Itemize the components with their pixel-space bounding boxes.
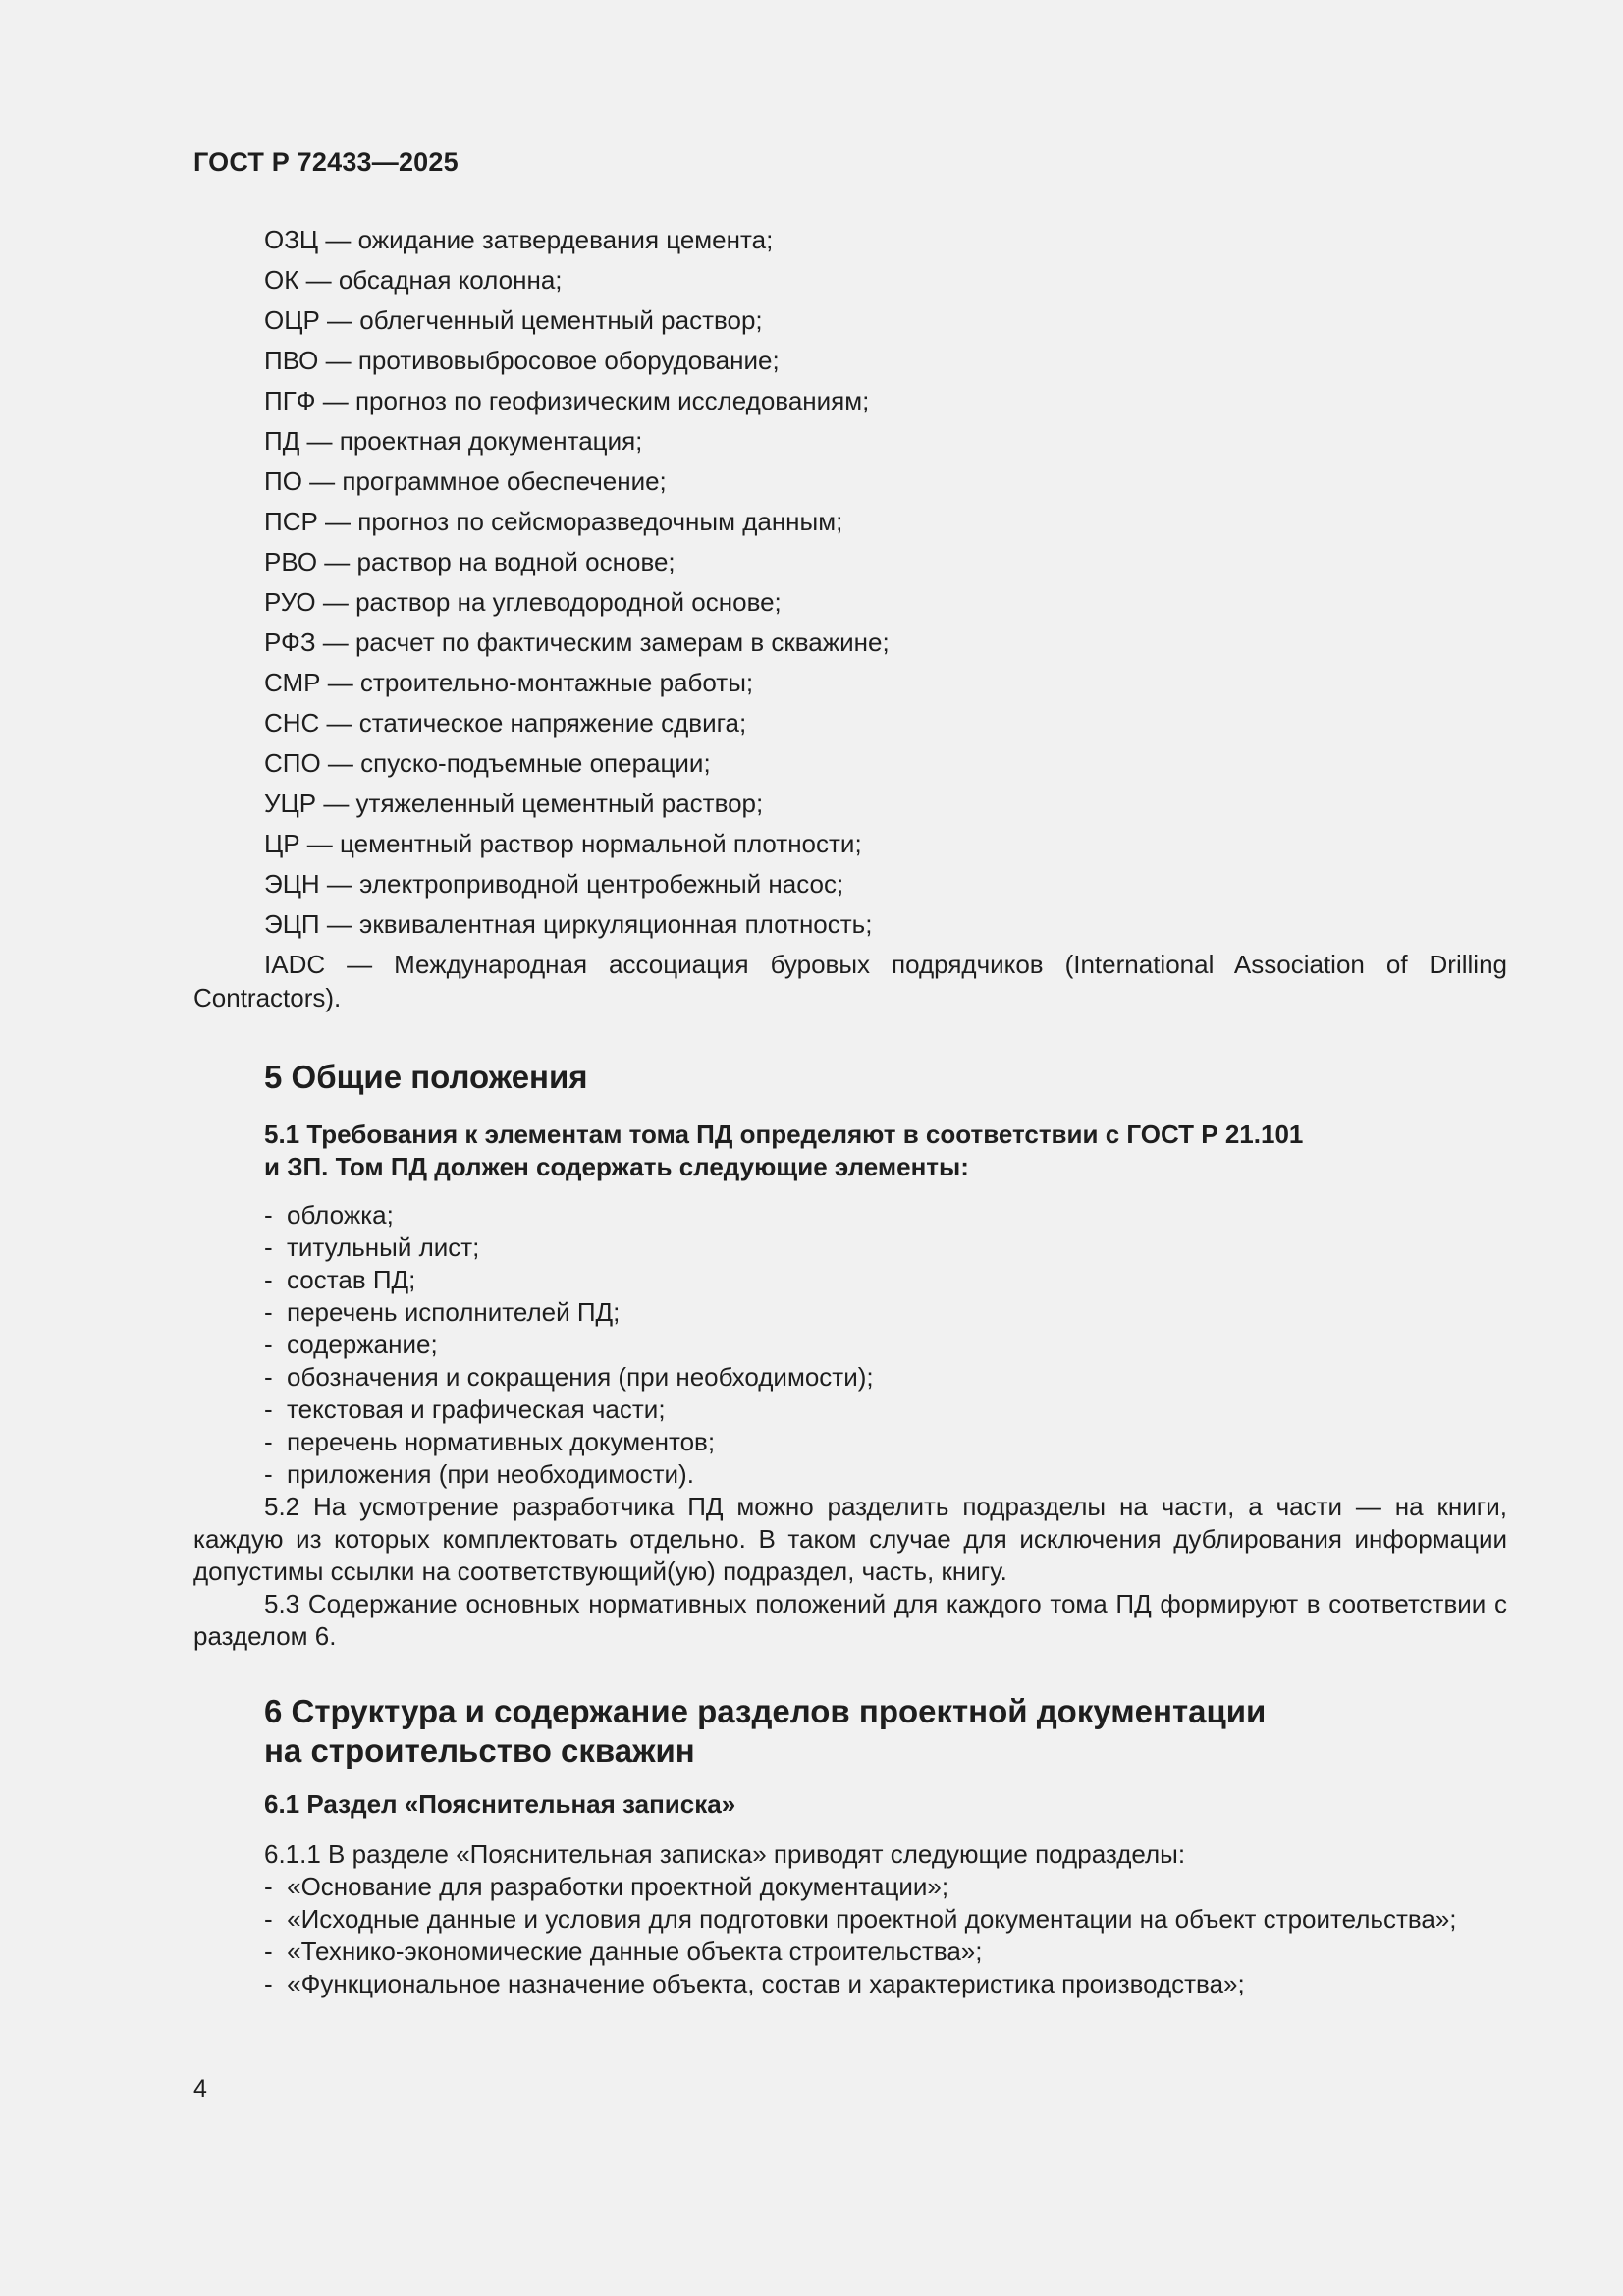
clause-6-1-1: 6.1.1 В разделе «Пояснительная записка» приводят следующие подразделы:: [264, 1839, 1186, 1869]
abbreviation-item: ПВО — противовыбросовое оборудование;: [264, 346, 780, 375]
abbreviation-item: СНС — статическое напряжение сдвига;: [264, 708, 747, 738]
abbreviation-item: ПСР — прогноз по сейсморазведочным данным;: [264, 507, 843, 536]
abbreviation-item: СМР — строительно-монтажные работы;: [264, 668, 754, 697]
volume-elements-list: [193, 1199, 1507, 1491]
list-item: - состав ПД;: [264, 1265, 416, 1294]
abbreviation-item: ЭЦП — эквивалентная циркуляционная плотность;: [264, 909, 873, 939]
section-6-title-line2: на строительство скважин: [264, 1732, 695, 1769]
abbreviation-item: ПД — проектная документация;: [264, 426, 643, 456]
abbreviation-item: ОЗЦ — ожидание затвердевания цемента;: [264, 225, 774, 254]
list-item: - перечень исполнителей ПД;: [264, 1297, 621, 1327]
list-item: - содержание;: [264, 1330, 438, 1359]
page-content: [193, 223, 1507, 2000]
abbreviation-item: ПГФ — прогноз по геофизическим исследованиям;: [264, 386, 870, 415]
clause-5-3: 5.3 Содержание основных нормативных положений для каждого тома ПД формируют в соответствии с разделом 6.: [193, 1589, 1507, 1651]
clause-5-1-line2: и ЗП. Том ПД должен содержать следующие элементы:: [264, 1152, 969, 1181]
list-item: - «Технико-экономические данные объекта строительства»;: [264, 1937, 983, 1966]
list-item: - «Основание для разработки проектной документации»;: [264, 1872, 949, 1901]
abbreviation-item: ОК — обсадная колонна;: [264, 265, 563, 295]
abbreviation-item: ОЦР — облегченный цементный раствор;: [264, 305, 763, 335]
document-header: ГОСТ Р 72433—2025: [193, 147, 459, 177]
list-item: - «Исходные данные и условия для подготовки проектной документации на объект строительства»;: [264, 1904, 1457, 1934]
subsection-6-1-title: 6.1 Раздел «Пояснительная записка»: [264, 1789, 736, 1819]
list-item: - перечень нормативных документов;: [264, 1427, 716, 1456]
clause-5-2: 5.2 На усмотрение разработчика ПД можно разделить подразделы на части, а части — на книги, каждую из которых комплектовать отдельно. В таком случае для исключения дублирования информации допустимы ссылки на соответствующий(ую) подраздел, часть, книгу.: [193, 1492, 1507, 1586]
abbreviation-item: ЭЦН — электроприводной центробежный насос;: [264, 869, 844, 899]
abbreviation-item: СПО — спуско-подъемные операции;: [264, 748, 711, 778]
abbreviation-item: ПО — программное обеспечение;: [264, 466, 667, 496]
list-item: - текстовая и графическая части;: [264, 1394, 666, 1424]
list-item: - обложка;: [264, 1200, 394, 1230]
abbreviation-item: РВО — раствор на водной основе;: [264, 547, 676, 576]
section-5-title: 5 Общие положения: [264, 1059, 588, 1095]
section-6-title-line1: 6 Структура и содержание разделов проектной документации: [264, 1693, 1267, 1729]
abbreviation-item: РУО — раствор на углеводородной основе;: [264, 587, 782, 617]
iadc-abbreviation: IADC — Международная ассоциация буровых подрядчиков (International Association of Drilling Contractors).: [193, 950, 1507, 1012]
abbreviation-item: РФЗ — расчет по фактическим замерам в скважине;: [264, 628, 890, 657]
subsections-list: [193, 1871, 1507, 2000]
list-item: - титульный лист;: [264, 1232, 480, 1262]
page-number: 4: [193, 2075, 207, 2103]
clause-5-1-line1: 5.1 Требования к элементам тома ПД определяют в соответствии с ГОСТ Р 21.101: [264, 1120, 1304, 1149]
list-item: - обозначения и сокращения (при необходимости);: [264, 1362, 874, 1392]
list-item: - приложения (при необходимости).: [264, 1459, 694, 1489]
list-item: - «Функциональное назначение объекта, состав и характеристика производства»;: [264, 1969, 1245, 1998]
abbreviation-item: УЦР — утяжеленный цементный раствор;: [264, 789, 764, 818]
abbreviation-item: ЦР — цементный раствор нормальной плотности;: [264, 829, 862, 858]
abbreviations-list: [193, 223, 1507, 1014]
